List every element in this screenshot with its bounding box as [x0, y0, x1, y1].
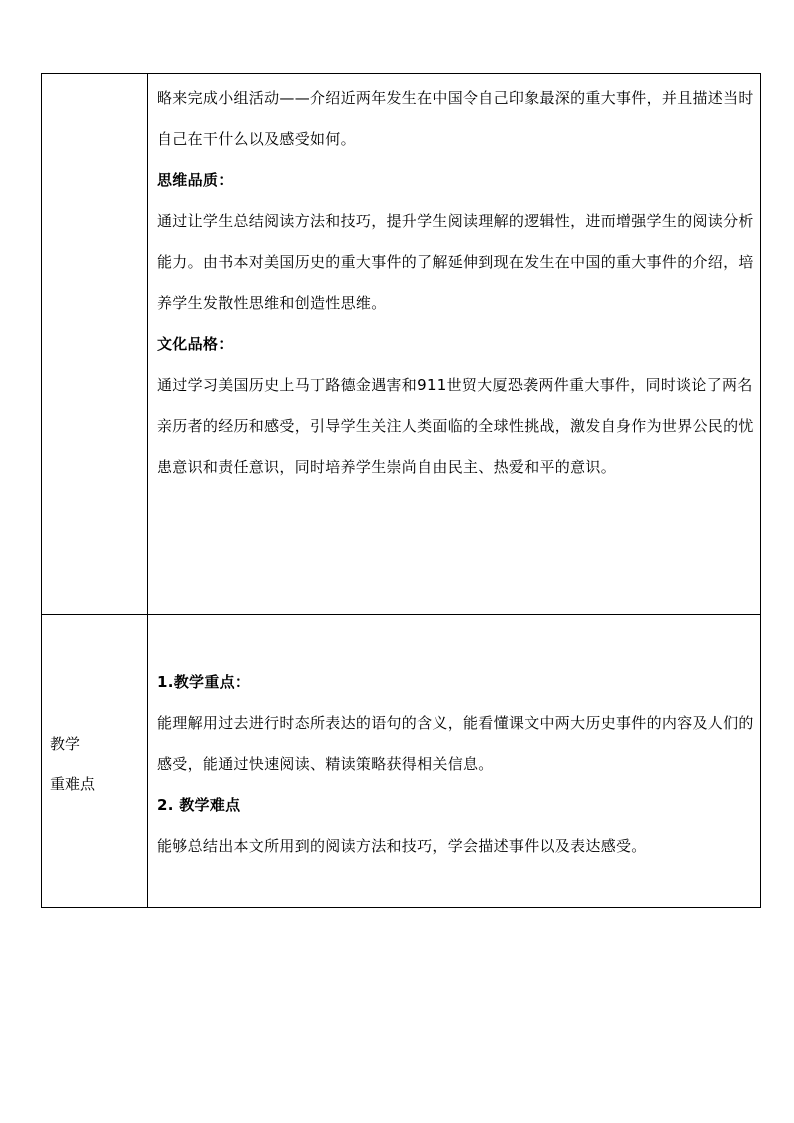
lesson-plan-table	[41, 73, 761, 908]
label-line-teaching: 教学	[50, 735, 81, 753]
cultural-character-paragraph: 通过学习美国历史上马丁路德金遇害和911世贸大厦恐袭两件重大事件，同时谈论了两名亲历者的经历和感受，引导学生关注人类面临的全球性挑战，激发自身作为世界公民的忧患意识和责任意识，同时培养学生崇尚自由民主、热爱和平的意识。	[157, 376, 754, 476]
thinking-quality-paragraph: 通过让学生总结阅读方法和技巧，提升学生阅读理解的逻辑性，进而增强学生的阅读分析能力。由书本对美国历史的重大事件的了解延伸到现在发生在中国的重大事件的介绍，培养学生发散性思维和创造性思维。	[157, 212, 754, 312]
objectives-label-cell	[42, 74, 148, 615]
difficult-points-paragraph: 能够总结出本文所用到的阅读方法和技巧，学会描述事件以及表达感受。	[157, 837, 647, 855]
key-points-paragraph: 能理解用过去进行时态所表达的语句的含义，能看懂课文中两大历史事件的内容及人们的感受，能通过快速阅读、精读策略获得相关信息。	[157, 714, 754, 773]
label-line-key-difficult: 重难点	[50, 775, 96, 793]
key-difficult-label	[42, 718, 147, 804]
objectives-row	[42, 74, 761, 615]
objectives-content-cell	[148, 74, 761, 615]
activity-paragraph: 略来完成小组活动——介绍近两年发生在中国令自己印象最深的重大事件，并且描述当时自己在干什么以及感受如何。	[157, 89, 754, 148]
key-difficult-content	[148, 615, 760, 867]
key-points-heading: 1.教学重点：	[157, 673, 251, 691]
objectives-content	[148, 74, 760, 488]
thinking-quality-heading: 思维品质：	[157, 171, 234, 189]
key-difficult-label-cell	[42, 615, 148, 908]
difficult-points-heading: 2. 教学难点	[157, 796, 241, 814]
key-difficult-points-row	[42, 615, 761, 908]
key-difficult-content-cell	[148, 615, 761, 908]
cultural-character-heading: 文化品格：	[157, 335, 234, 353]
